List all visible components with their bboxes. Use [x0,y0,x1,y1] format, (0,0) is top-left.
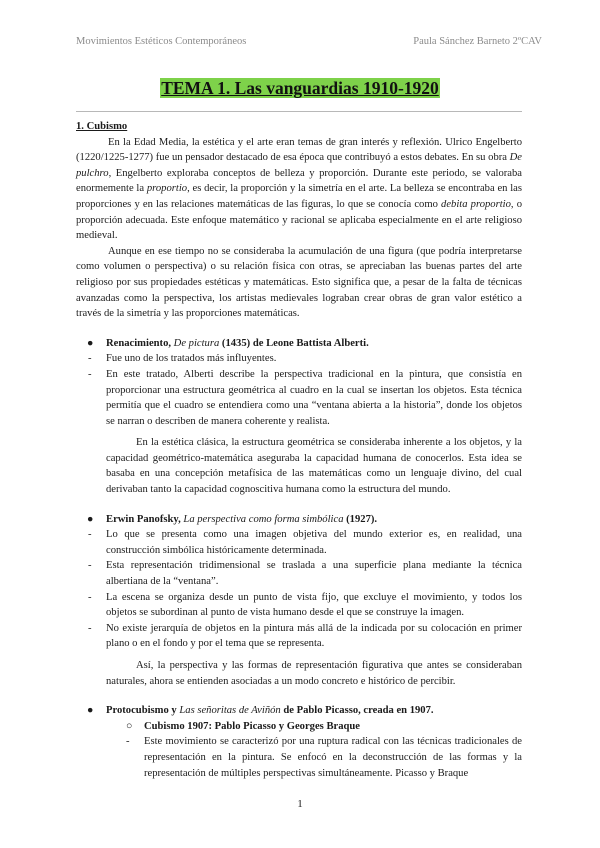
list-item: - Lo que se presenta como una imagen objetiva del mundo exterior es, en realidad, una construcción simbólica históricamente determinada. [88,529,522,556]
header-course: Movimientos Estéticos Contemporáneos [76,36,247,47]
document-body [76,119,522,781]
bullet-panofsky: ● Erwin Panofsky, La perspectiva como forma simbólica (1927). [87,513,378,525]
header-author: Paula Sánchez Barneto 2ºCAV [413,36,542,47]
page-number: 1 [297,798,303,810]
section-heading-cubismo: 1. Cubismo [76,121,128,132]
page-title-text: TEMA 1. Las vanguardias 1910-1920 [161,78,439,98]
paragraph-perspectiva: Así, la perspectiva y las formas de representación figurativa que antes se consideraban naturales, ahora se entienden asociadas a un modo concreto e histórico de percibir. [106,660,522,687]
list-item: - No existe jerarquía de objetos en la pintura más allá de la indicada por su colocación en primer plano o en el fondo y por el tema que se representa. [88,622,522,650]
paragraph-edad-media: En la Edad Media, la estética y el arte eran temas de gran interés y reflexión. Ulrico Engelberto (1220/1225-1277) fue un pensador destacado de esa época que contribuyó a estos debates. En su obra De pulchro, Engelberto exploraba conceptos de belleza y proporción. Durante este periodo, se valoraba enormemente la proportio, es decir, la proporción y la simetría en el arte. La belleza se encontraba en las proporciones y en las relaciones matemáticas de las figuras, lo que se conocía como debita proportio, o proporción adecuada. Este enfoque matemático y racional se aplicaba especialmente en el arte religioso medieval. [76,136,523,242]
list-item: - Esta representación tridimensional se traslada a una superficie plana mediante la técnica albertiana de la “ventana”. [88,560,522,588]
paragraph-arte-religioso: Aunque en ese tiempo no se consideraba la acumulación de una figura (que podría interpretarse como volumen o perspectiva) o su relación física con otras, se apreciaban las buenas partes del arte religioso por sus propiedades estéticas y matemáticas. Esto significa que, a pesar de la falta de técnicas avanzadas como la perspectiva, los artistas medievales lograban crear obras de gran valor estético a través de la simetría y las proporciones matemáticas. [76,245,522,320]
list-item: - La escena se organiza desde un punto de vista fijo, que excluye el movimiento, y todos los objetos se subordinan al punto de vista humano desde el que se construye la imagen. [88,591,522,619]
paragraph-estetica-clasica: En la estética clásica, la estructura geométrica se consideraba inherente a los objetos, y la capacidad geométrico-matemática aseguraba la capacidad humana de conocerlos. Esta idea se basaba en una concepción metafísica de las matemáticas como un lenguaje divino, del cual derivaban tanto la capacidad cognoscitiva humana como la estructura del mundo. [106,437,522,496]
list-item: - En este tratado, Alberti describe la perspectiva tradicional en la pintura, que consistía en proporcionar una estructura geométrica al cuadro en la cual se insertan los objetos. Esta técnica permitía que el cuadro se entendiera como una “ventana abierta a la historia”, donde los objetos se narran o describen de manera coherente y realista. [88,368,522,427]
bullet-protocubismo: ● Protocubismo y Las señoritas de Aviñón de Pablo Picasso, creada en 1907. [87,705,434,717]
sub-bullet-cubismo-1907: ○ Cubismo 1907: Pablo Picasso y Georges Braque [126,720,360,732]
list-item: - Fue uno de los tratados más influyentes. [88,353,277,365]
page-title [0,78,600,99]
bullet-renacimiento: ● Renacimiento, De pictura (1435) de Leone Battista Alberti. [87,337,369,349]
list-item: - Este movimiento se caracterizó por una ruptura radical con las técnicas tradicionales de representación en la pintura. Se enfocó en la deconstrucción de las formas y la representación de múltiples perspectivas simultáneamente. Picasso y Braque [126,736,522,779]
title-divider [76,111,522,112]
